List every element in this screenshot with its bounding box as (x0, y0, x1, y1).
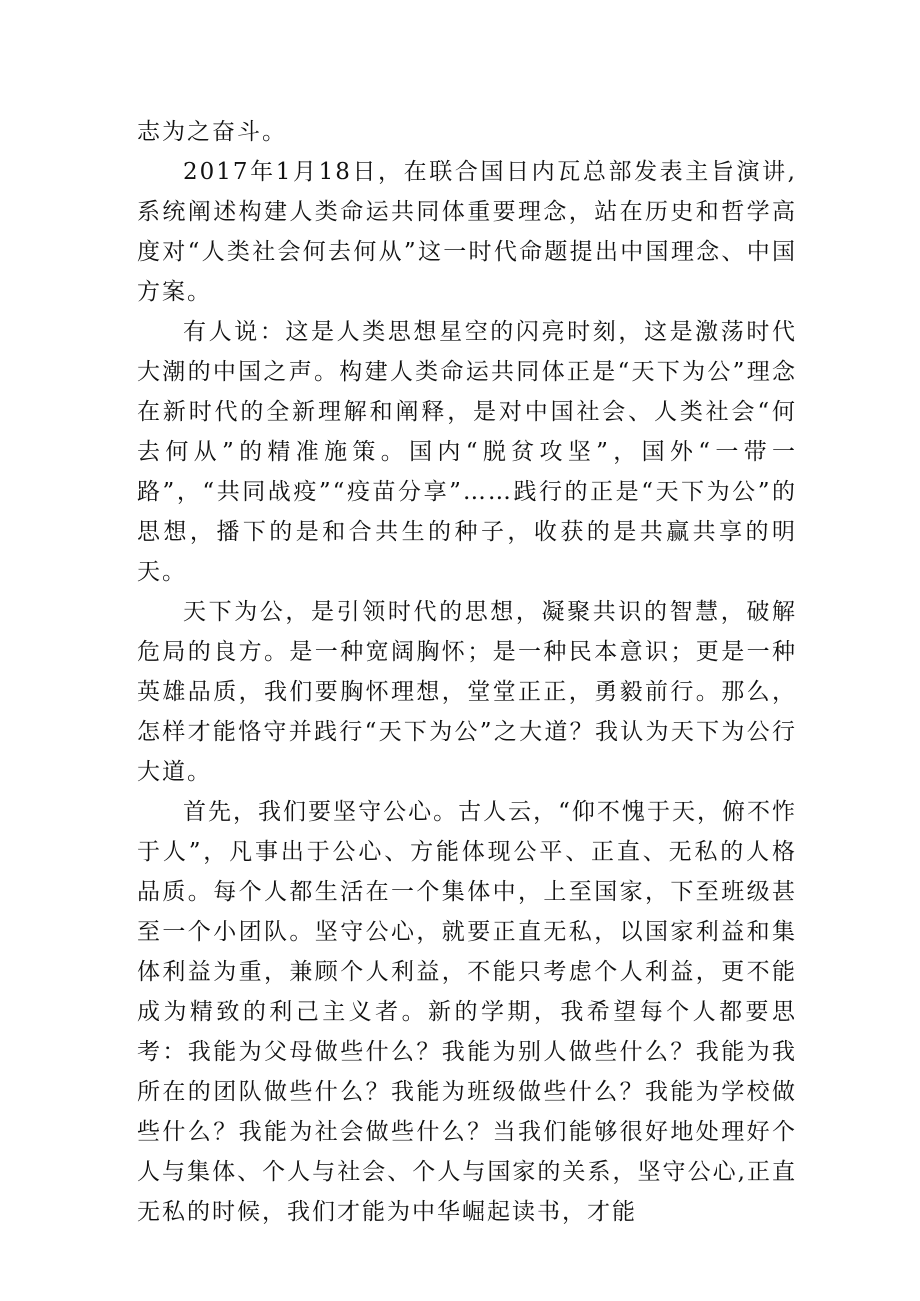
document-body (137, 112, 797, 1232)
paragraph-community-of-destiny: 有人说：这是人类思想星空的闪亮时刻，这是激荡时代大潮的中国之声。构建人类命运共同体正是“天下为公”理念在新时代的全新理解和阐释，是对中国社会、人类社会“何去何从”的精准施策。国内“脱贫攻坚”，国外“一带一路”，“共同战疫”“疫苗分享”……践行的正是“天下为公”的思想，播下的是和合共生的种子，收获的是共赢共享的明天。 (137, 319, 797, 585)
paragraph-speech-date: 2017年1月18日，在联合国日内瓦总部发表主旨演讲,系统阐述构建人类命运共同体重要理念，站在历史和哲学高度对“人类社会何去何从”这一时代命题提出中国理念、中国方案。 (137, 159, 797, 305)
paragraph-continuation: 志为之奋斗。 (137, 119, 287, 145)
paragraph-tianxia-weigong: 天下为公，是引领时代的思想，凝聚共识的智慧，破解危局的良方。是一种宽阔胸怀；是一种民本意识；更是一种英雄品质，我们要胸怀理想，堂堂正正，勇毅前行。那么，怎样才能恪守并践行“天下为公”之大道？我认为天下为公行大道。 (137, 599, 797, 785)
paragraph-keep-public-heart: 首先，我们要坚守公心。古人云，“仰不愧于天，俯不怍于人”，凡事出于公心、方能体现公平、正直、无私的人格品质。每个人都生活在一个集体中，上至国家，下至班级甚至一个小团队。坚守公心，就要正直无私，以国家利益和集体利益为重，兼顾个人利益，不能只考虑个人利益，更不能成为精致的利己主义者。新的学期，我希望每个人都要思考：我能为父母做些什么？我能为别人做些什么？我能为我所在的团队做些什么？我能为班级做些什么？我能为学校做些什么？我能为社会做些什么？当我们能够很好地处理好个人与集体、个人与社会、个人与国家的关系，坚守公心,正直无私的时候，我们才能为中华崛起读书，才能 (137, 799, 797, 1225)
